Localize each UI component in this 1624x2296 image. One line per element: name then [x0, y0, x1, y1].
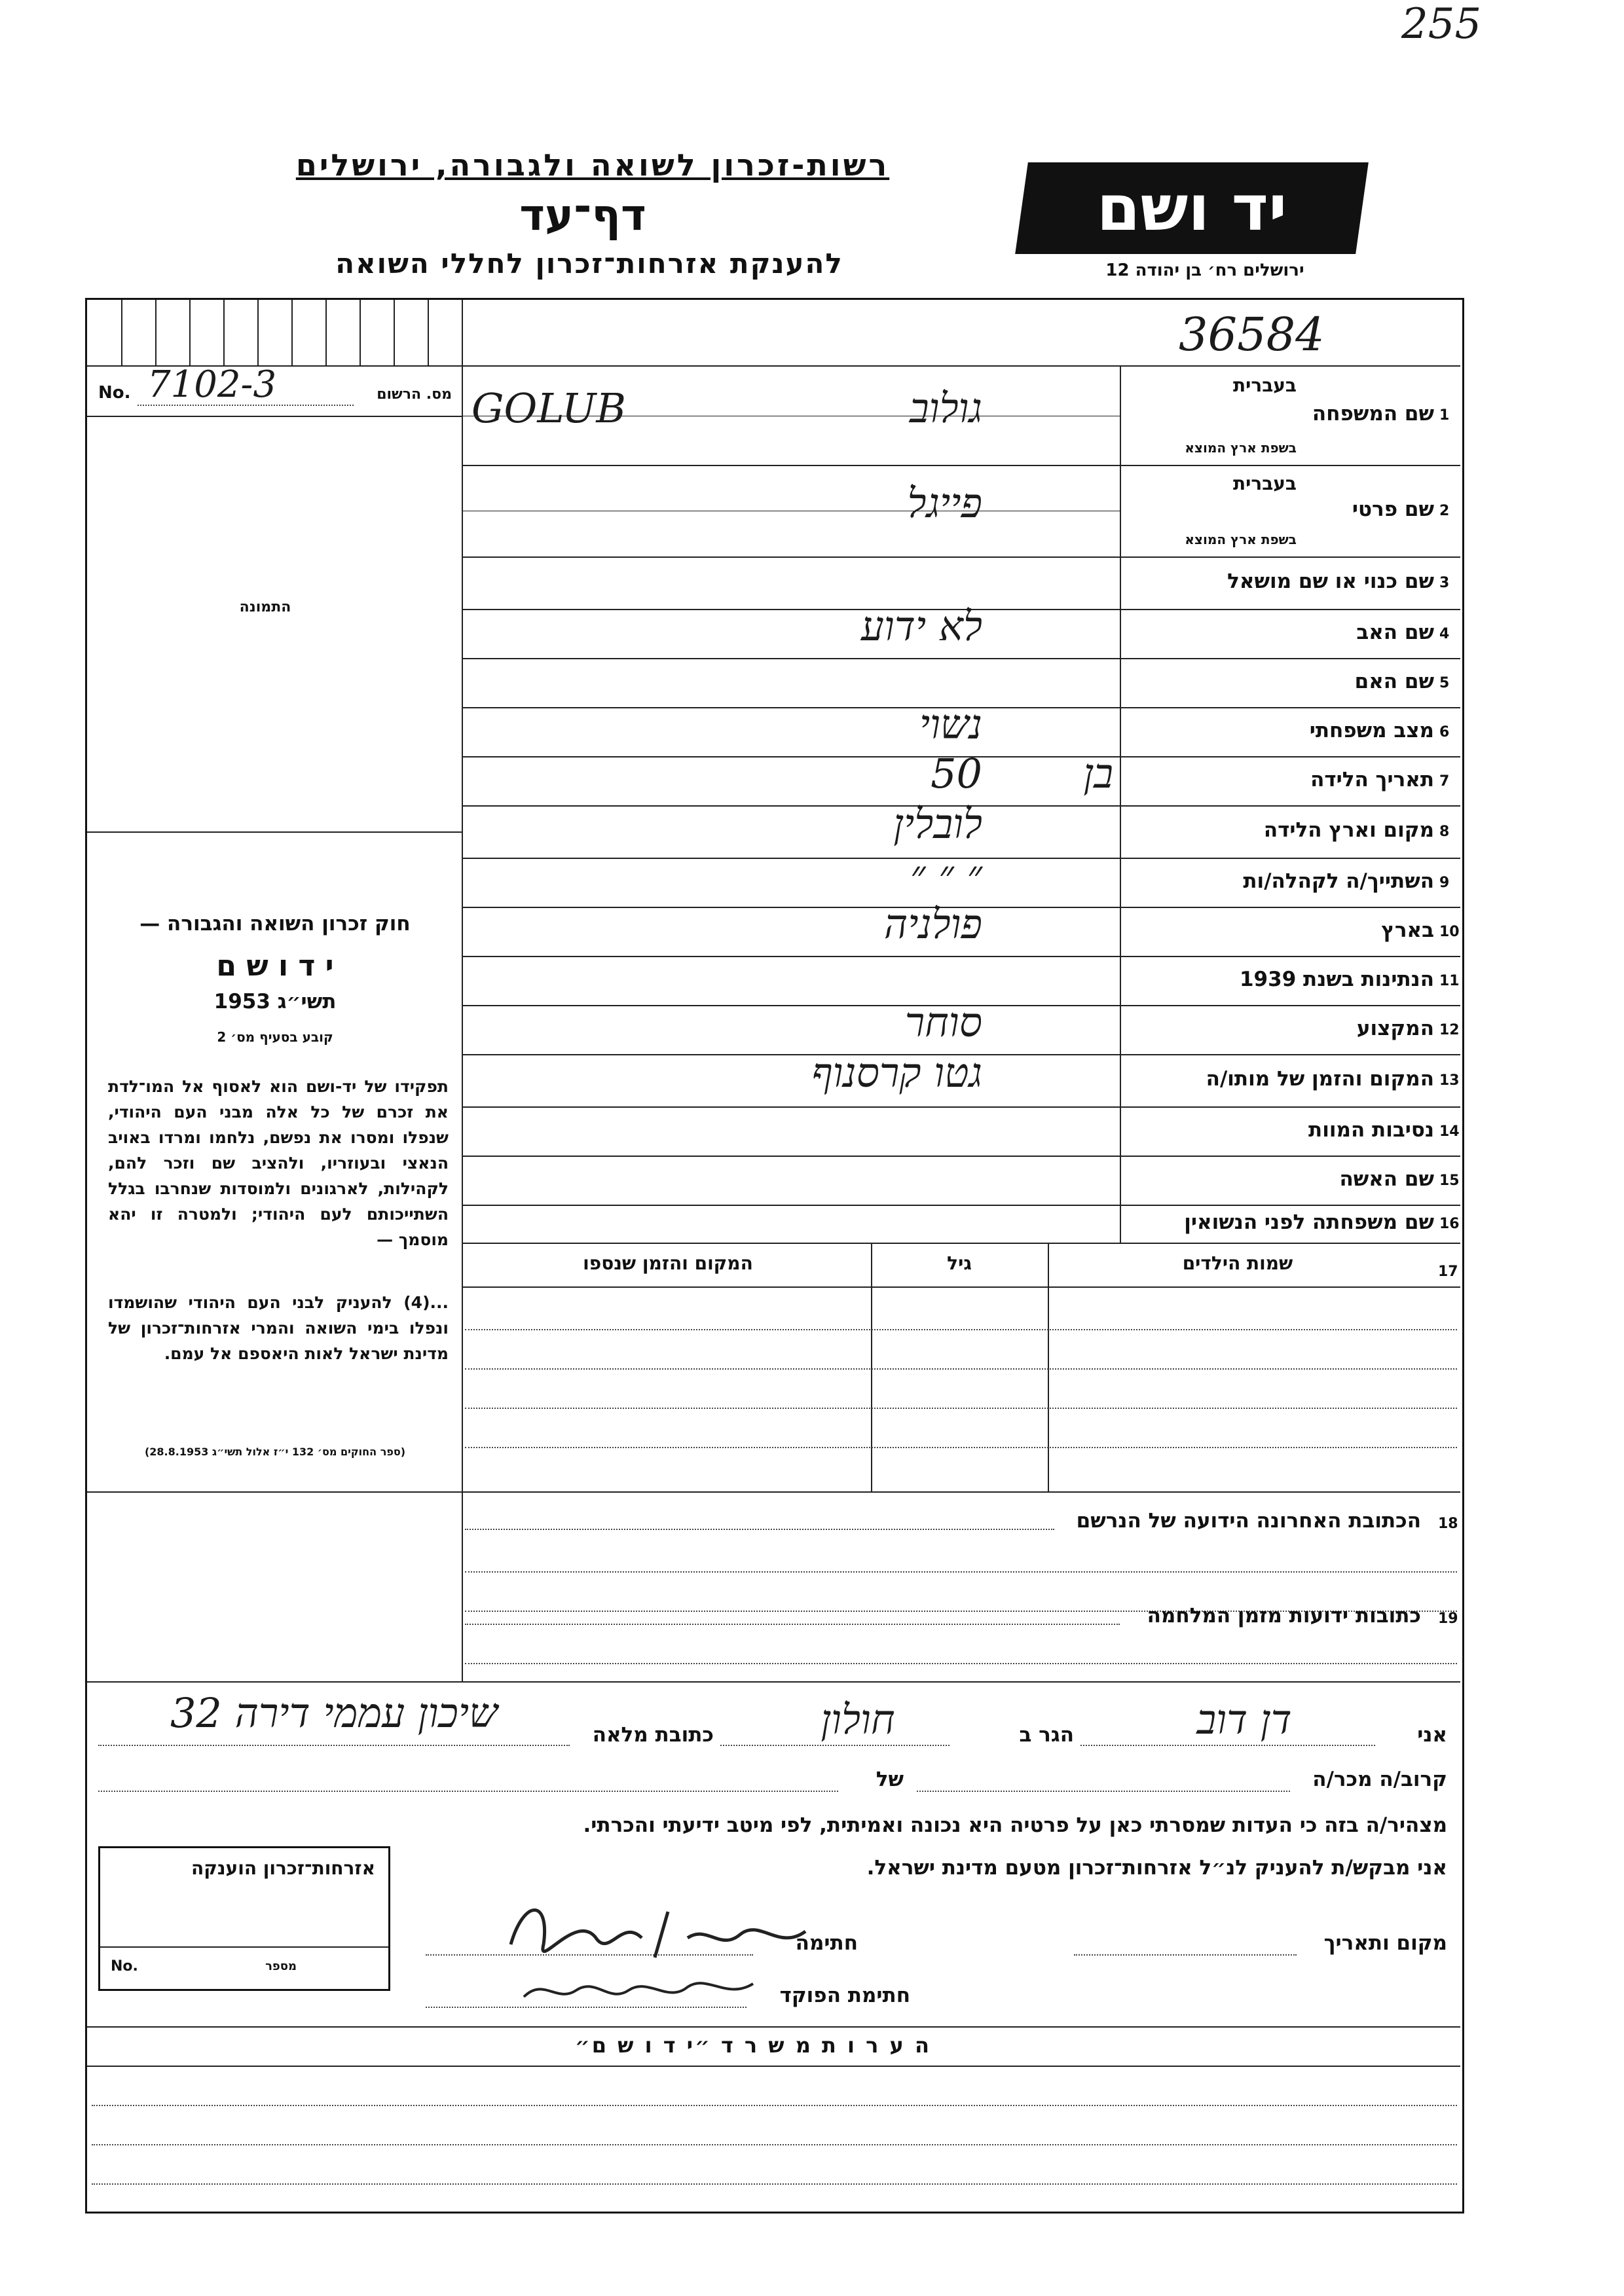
field-13-number: 13 — [1439, 1072, 1460, 1089]
field-13-value: גטו קרסנוף — [811, 1049, 982, 1097]
field-10-value: פולניה — [883, 900, 982, 948]
field-10-label: בארץ — [1381, 919, 1434, 942]
form-title: דף־עד — [519, 190, 646, 240]
page-number: 255 — [1401, 0, 1482, 48]
law-clause: קובע בסעיף מס׳ 2 — [217, 1029, 333, 1045]
children-col-age: גיל — [947, 1252, 972, 1274]
field-12-value: סוחר — [904, 998, 982, 1046]
field-5-label: שם האם — [1354, 670, 1434, 693]
declarant-city: חולון — [821, 1696, 895, 1743]
full-address-label: כתובת מלאה — [592, 1723, 714, 1747]
of-label: של — [876, 1768, 904, 1791]
field-14-label: נסיבות המוות — [1308, 1118, 1434, 1142]
field-6-label: מצב משפחתי — [1309, 719, 1434, 742]
field-7-value-side: בן — [1083, 750, 1113, 797]
field-1-value-latin: GOLUB — [471, 384, 626, 432]
field-4-number: 4 — [1439, 626, 1450, 642]
field-19-label: כתובות ידועות מזמן המלחמה — [1147, 1604, 1421, 1628]
children-col-names: שמות הילדים — [1182, 1252, 1293, 1274]
field-7-value: 50 — [931, 750, 982, 797]
field-9-number: 9 — [1439, 875, 1450, 891]
field-5-number: 5 — [1439, 675, 1450, 691]
field-8-number: 8 — [1439, 824, 1450, 840]
field-1-sub-origin: בשפת ארץ המוצא — [1185, 440, 1297, 456]
registration-number: 7102-3 — [147, 363, 277, 406]
field-13-label: המקום והזמן של מותו/ה — [1206, 1067, 1434, 1091]
law-year: תשי״ג 1953 — [213, 990, 337, 1013]
field-11-label: הנתינות בשנת 1939 — [1239, 968, 1434, 991]
field-1-number: 1 — [1439, 407, 1450, 424]
address: ירושלים רח׳ בן יהודה 12 — [1105, 261, 1304, 280]
logo — [1015, 162, 1369, 254]
field-6-number: 6 — [1439, 724, 1450, 740]
field-4-value: לא ידוע — [860, 602, 982, 650]
field-8-label: מקום וארץ הלידה — [1263, 818, 1434, 842]
field-6-value: נשוי — [919, 701, 982, 748]
citizenship-box-no: No. — [111, 1958, 138, 1975]
field-15-number: 15 — [1439, 1173, 1460, 1189]
field-16-label: שם משפחתה לפני הנשואין — [1184, 1211, 1434, 1234]
field-4-label: שם האב — [1356, 621, 1434, 644]
field-17-number: 17 — [1438, 1264, 1458, 1280]
law-title: חוק זכרון השואה והגבורה — — [139, 912, 411, 936]
registration-prefix: No. — [98, 383, 131, 403]
record-number: 36584 — [1179, 308, 1325, 361]
field-1-value: גולוב — [909, 384, 982, 432]
field-7-number: 7 — [1439, 773, 1450, 790]
field-2-sub-hebrew: בעברית — [1232, 473, 1297, 494]
form-subtitle: להענקת אזרחות־זכרון לחללי השואה — [335, 247, 843, 280]
field-9-label: השתייך/ה לקהלה/ות — [1243, 869, 1434, 893]
field-16-number: 16 — [1439, 1216, 1460, 1232]
field-10-number: 10 — [1439, 924, 1460, 940]
citizenship-box-number-label: מספר — [265, 1959, 297, 1973]
field-12-label: המקצוע — [1356, 1017, 1434, 1040]
field-12-number: 12 — [1439, 1022, 1460, 1038]
field-2-number: 2 — [1439, 503, 1450, 519]
place-date-label: מקום ותאריך — [1323, 1931, 1447, 1955]
photo-label: התמונה — [239, 599, 291, 615]
statement-2: אני מבקש/ת להעניק לנ״ל אזרחות־זכרון מטעם מדינת ישראל. — [866, 1856, 1447, 1880]
field-3-number: 3 — [1439, 575, 1450, 591]
declarant-ani: אני — [1417, 1723, 1447, 1747]
law-clause-4: ...(4) להעניק לבני העם היהודי שהושמדו ונפלו בימי השואה והמרי אזרחות־זכרון של מדינת ישראל לאות היאספם אל עמם. — [108, 1293, 449, 1363]
field-18-label: הכתובת האחרונה הידועה של הנרשם — [1076, 1509, 1421, 1533]
field-11-number: 11 — [1439, 973, 1460, 989]
citizenship-box-title: אזרחות־זכרון הוענקה — [191, 1857, 375, 1879]
authority-line: רשות-זכרון לשואה ולגבורה, ירושלים — [295, 147, 890, 183]
relative-label: קרוב/ה מכר/ה — [1312, 1768, 1447, 1791]
field-18-number: 18 — [1438, 1516, 1458, 1532]
field-2-value: פייגל — [907, 479, 982, 527]
field-8-value: לובלין — [893, 800, 982, 848]
registration-label: מס. הרשום — [377, 386, 452, 403]
resides-label: הגר ב — [1019, 1723, 1074, 1747]
field-2-label: שם פרטי — [1352, 498, 1434, 521]
field-3-label: שם כנוי או שם מושאל — [1227, 570, 1434, 593]
field-1-sub-hebrew: בעברית — [1232, 374, 1297, 396]
children-col-places: המקום והזמן שנספו — [583, 1252, 753, 1274]
statement-1: מצהיר/ה בזה כי העדות שמסרתי כאן על פרטיה היא נכונה ואמיתית, לפי מיטב ידיעתי והכרתי. — [583, 1813, 1447, 1837]
declarant-name: דן דוב — [1196, 1696, 1292, 1743]
declarant-address: שיכון עממי דירה 32 — [170, 1689, 498, 1737]
officer-signature-label: חתימת הפוקד — [779, 1984, 910, 2007]
citizenship-box — [98, 1846, 390, 1991]
field-7-label: תאריך הלידה — [1310, 768, 1434, 792]
field-15-label: שם האשה — [1339, 1167, 1434, 1191]
office-notes-title: ה ע ר ו ת מ ש ר ד ״י ד ו ש ם״ — [575, 2033, 931, 2058]
law-paragraph: תפקידו של יד-ושם הוא לאסוף אל המו־לדת את זכרם של כל אלה מבני העם היהודי, שנפלו ומסרו את נפשם, נלחמו ומרדו באויב הנאצי ובעוזריו, ולהציב שם וזכר להם, לקהילות, לארגונים ולמוסדות שנחרבו בגלל השתייכותם לעם היהודי; ולמטרה זו יהא מוסמך — — [108, 1077, 449, 1249]
law-name: י ד ו ש ם — [216, 949, 334, 983]
field-2-sub-origin: בשפת ארץ המוצא — [1185, 532, 1297, 547]
field-1-label: שם המשפחה — [1312, 402, 1434, 426]
field-19-number: 19 — [1438, 1611, 1458, 1627]
signature-label: חתימה — [795, 1931, 858, 1955]
law-citation: (ספר החוקים מס׳ 132 י״ז אלול תשי״ג 28.8.1953) — [144, 1446, 406, 1458]
logo-text: יד ושם — [1096, 172, 1287, 245]
field-9-value: ״ ״ ״ — [910, 851, 982, 899]
code-boxes — [87, 300, 462, 365]
officer-signature — [517, 1958, 766, 2016]
field-14-number: 14 — [1439, 1123, 1460, 1140]
